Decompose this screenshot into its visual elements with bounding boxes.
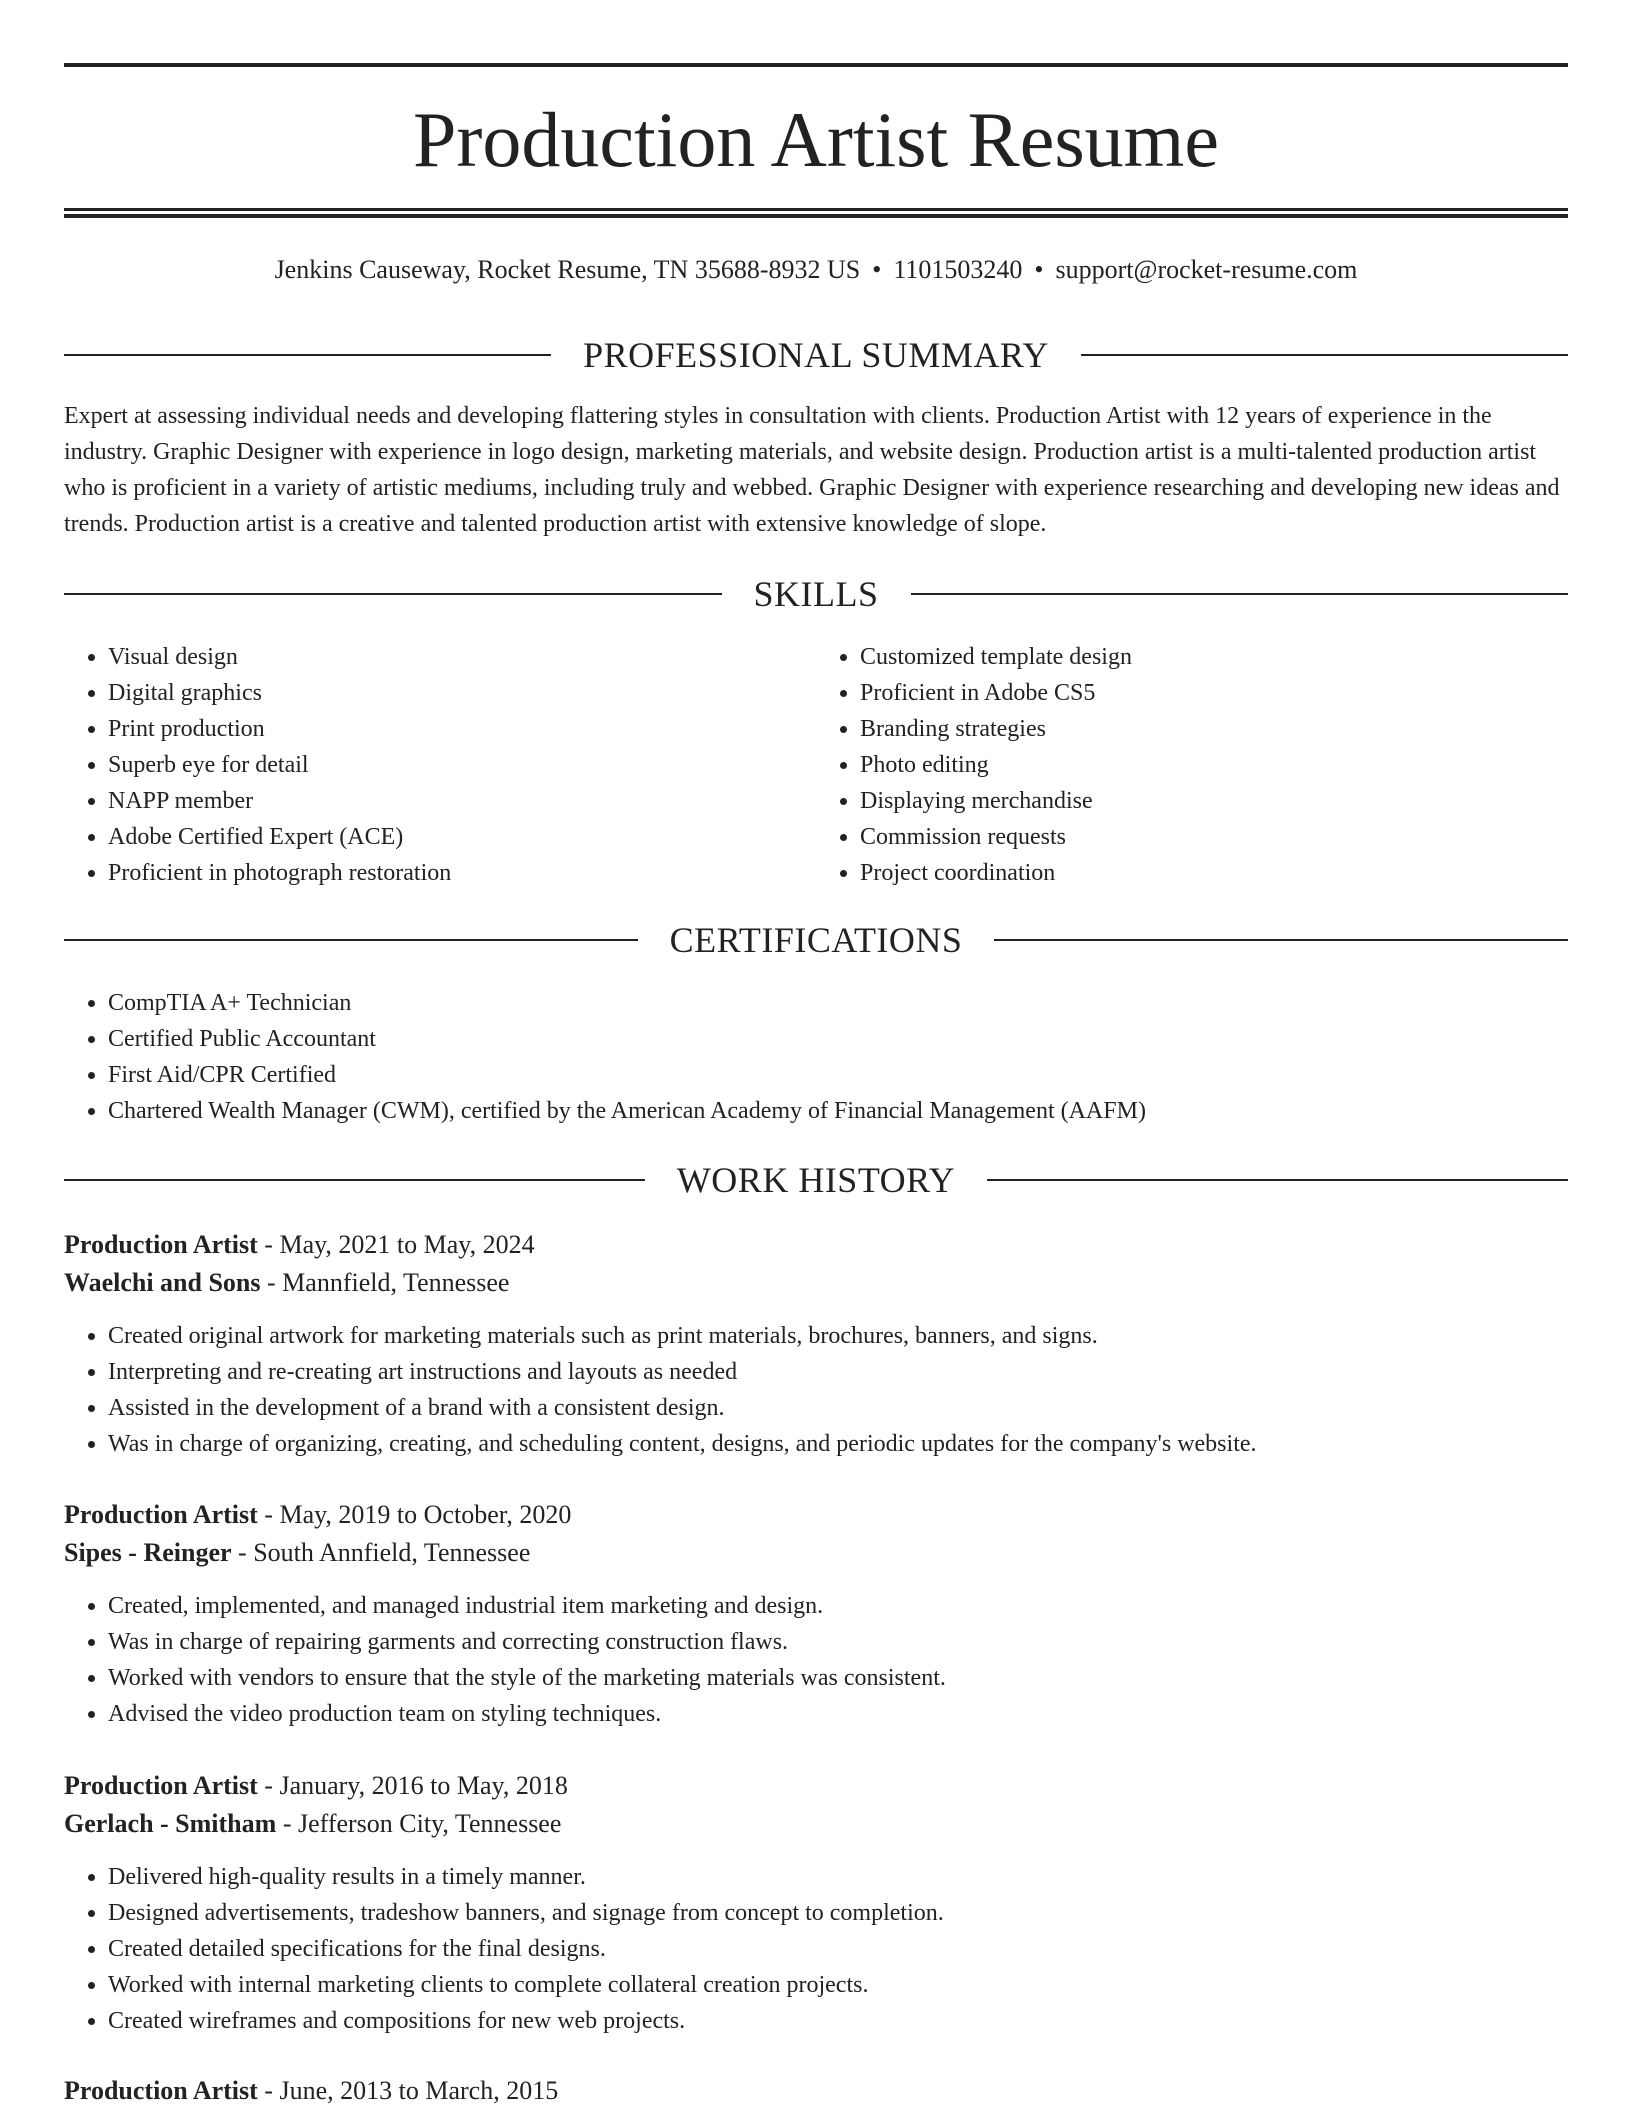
section-header-certifications <box>64 918 1568 962</box>
job-location: - Jefferson City, Tennessee <box>276 1809 562 1838</box>
job-entry <box>64 2072 1568 2110</box>
skills-list-right <box>816 639 1568 891</box>
job-bullet: • Created original artwork for marketing materials such as print materials, brochures, banners, and signs. <box>108 1318 1568 1354</box>
section-header-work-history <box>64 1158 1568 1202</box>
contact-email: support@rocket-resume.com <box>1055 255 1358 284</box>
section-rule <box>64 593 722 595</box>
section-rule <box>64 1179 645 1181</box>
section-rule <box>64 939 638 941</box>
section-header-summary <box>64 333 1568 377</box>
skills-columns <box>64 639 1568 891</box>
job-bullet: • Created detailed specifications for the final designs. <box>108 1931 1568 1967</box>
double-rule <box>64 208 1568 218</box>
skill-item: • Proficient in photograph restoration <box>108 855 816 891</box>
skill-item: • Displaying merchandise <box>860 783 1568 819</box>
skill-item: • Commission requests <box>860 819 1568 855</box>
job-dates: - January, 2016 to May, 2018 <box>257 1771 568 1800</box>
section-title: PROFESSIONAL SUMMARY <box>583 335 1049 375</box>
section-rule <box>1081 354 1568 356</box>
job-dates: - June, 2013 to March, 2015 <box>257 2076 559 2105</box>
contact-address: Jenkins Causeway, Rocket Resume, TN 35688-8932 US <box>274 255 861 284</box>
job-bullet: • Assisted in the development of a brand with a consistent design. <box>108 1390 1568 1426</box>
skill-item: • Photo editing <box>860 747 1568 783</box>
skill-item: • Adobe Certified Expert (ACE) <box>108 819 816 855</box>
section-header-skills <box>64 572 1568 616</box>
section-rule <box>987 1179 1568 1181</box>
skill-item: • Visual design <box>108 639 816 675</box>
job-bullet: • Was in charge of organizing, creating, and scheduling content, designs, and periodic updates for the company's website. <box>108 1426 1568 1462</box>
skill-item: • Branding strategies <box>860 711 1568 747</box>
skills-list-left <box>64 639 816 891</box>
job-title: Production Artist <box>64 2076 258 2105</box>
certifications-list <box>64 985 1568 1129</box>
contact-line <box>64 252 1568 288</box>
job-entry <box>64 1496 1568 1732</box>
summary-text: Expert at assessing individual needs and developing flattering styles in consultation with clients. Production Artist with 12 years of experience in the industry. Graphic Designer with experience in logo design, marketing materials, and website design. Production artist is a multi-talented production artist who is proficient in a variety of artistic mediums, including truly and webbed. Graphic Designer with experience researching and developing new ideas and trends. Production artist is a creative and talented production artist with extensive knowledge of slope. <box>64 403 1560 537</box>
section-title: CERTIFICATIONS <box>669 920 963 960</box>
job-dates: - May, 2021 to May, 2024 <box>257 1230 535 1259</box>
section-title: SKILLS <box>753 574 879 614</box>
page-title: Production Artist Resume <box>413 96 1219 183</box>
section-rule <box>64 354 551 356</box>
job-bullet: • Delivered high-quality results in a timely manner. <box>108 1859 1568 1895</box>
job-title: Production Artist <box>64 1500 258 1529</box>
job-bullets <box>64 1859 1568 2039</box>
job-title: Production Artist <box>64 1230 258 1259</box>
certification-item: • First Aid/CPR Certified <box>108 1057 1568 1093</box>
job-bullet: • Designed advertisements, tradeshow banners, and signage from concept to completion. <box>108 1895 1568 1931</box>
section-title: WORK HISTORY <box>676 1160 956 1200</box>
contact-phone: 1101503240 <box>893 255 1023 284</box>
job-dates: - May, 2019 to October, 2020 <box>257 1500 572 1529</box>
skill-item: • Print production <box>108 711 816 747</box>
job-bullet: • Worked with vendors to ensure that the style of the marketing materials was consistent. <box>108 1660 1568 1696</box>
contact-separator: • <box>1034 255 1044 284</box>
skill-item: • Project coordination <box>860 855 1568 891</box>
section-rule <box>911 593 1569 595</box>
job-location: - South Annfield, Tennessee <box>231 1538 531 1567</box>
job-company: Gerlach - Smitham <box>64 1809 277 1838</box>
job-bullets <box>64 1588 1568 1732</box>
skill-item: • Digital graphics <box>108 675 816 711</box>
skill-item: • Customized template design <box>860 639 1568 675</box>
job-company: Waelchi and Sons <box>64 1268 261 1297</box>
job-bullet: • Created, implemented, and managed industrial item marketing and design. <box>108 1588 1568 1624</box>
skill-item: • NAPP member <box>108 783 816 819</box>
job-location: - Mannfield, Tennessee <box>260 1268 510 1297</box>
skill-item: • Proficient in Adobe CS5 <box>860 675 1568 711</box>
skill-item: • Superb eye for detail <box>108 747 816 783</box>
job-company: Sipes - Reinger <box>64 1538 232 1567</box>
job-bullet: • Created wireframes and compositions for new web projects. <box>108 2003 1568 2039</box>
job-bullet: • Worked with internal marketing clients to complete collateral creation projects. <box>108 1967 1568 2003</box>
certification-item: • Certified Public Accountant <box>108 1021 1568 1057</box>
contact-separator: • <box>872 255 882 284</box>
top-rule <box>64 63 1568 67</box>
section-rule <box>994 939 1568 941</box>
certification-item: • Chartered Wealth Manager (CWM), certified by the American Academy of Financial Management (AAFM) <box>108 1093 1568 1129</box>
job-bullets <box>64 1318 1568 1462</box>
job-bullet: • Was in charge of repairing garments and correcting construction flaws. <box>108 1624 1568 1660</box>
job-entry <box>64 1226 1568 1462</box>
job-bullet: • Interpreting and re-creating art instructions and layouts as needed <box>108 1354 1568 1390</box>
job-bullet: • Advised the video production team on styling techniques. <box>108 1696 1568 1732</box>
job-entry <box>64 1767 1568 2039</box>
certification-item: • CompTIA A+ Technician <box>108 985 1568 1021</box>
job-title: Production Artist <box>64 1771 258 1800</box>
